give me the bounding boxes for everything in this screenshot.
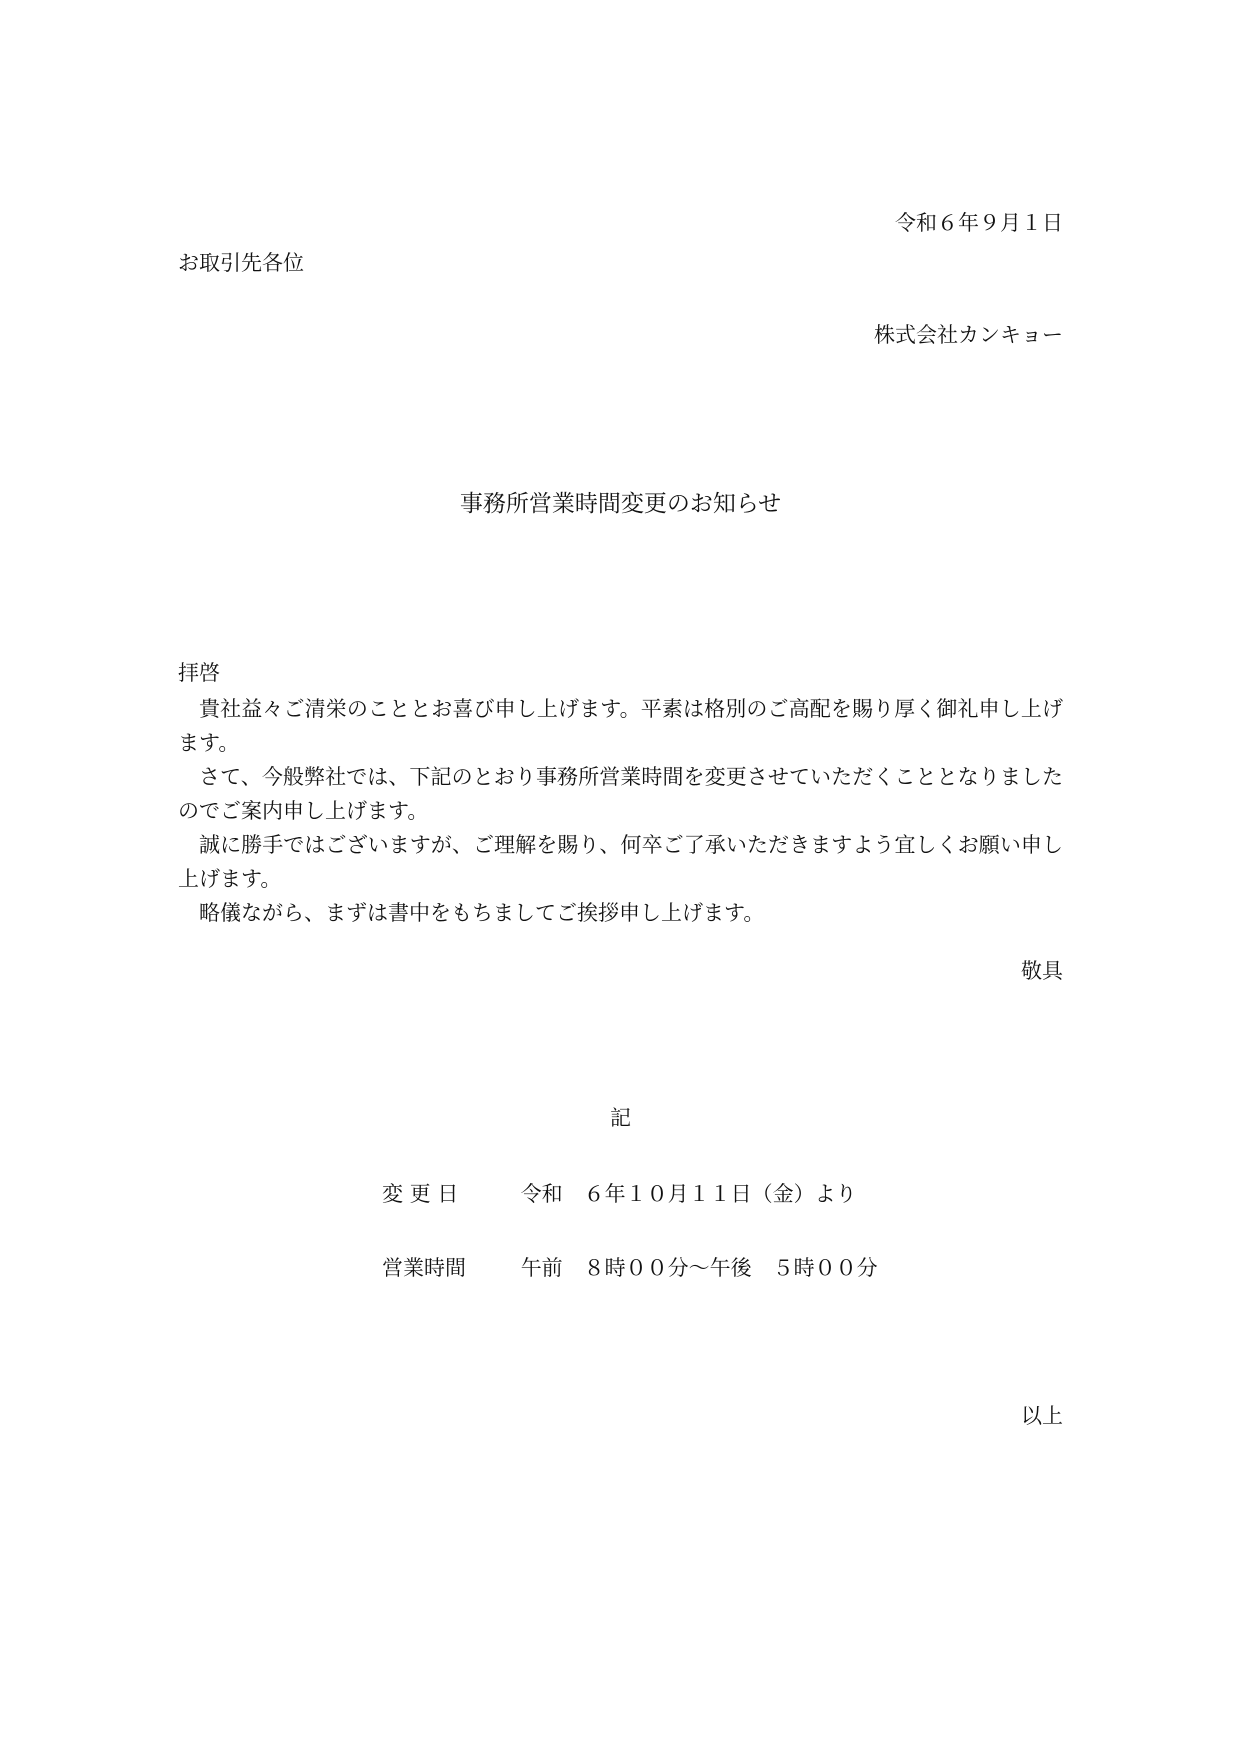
letter-salutation: 拝啓	[178, 661, 220, 685]
letter-closing: 敬具	[1021, 959, 1063, 983]
detail-value: 午前 ８時００分～午後 ５時００分	[520, 1256, 878, 1280]
letter-body	[178, 692, 1063, 930]
letter-end: 以上	[1021, 1404, 1063, 1428]
detail-value: 令和 ６年１０月１１日（金）より	[520, 1182, 857, 1206]
body-paragraph: 略儀ながら、まずは書中をもちましてご挨拶申し上げます。	[199, 901, 765, 925]
letter-title: 事務所営業時間変更のお知らせ	[459, 491, 782, 517]
detail-label: 営業時間	[382, 1256, 466, 1280]
letter-sender: 株式会社カンキョー	[874, 323, 1063, 347]
detail-business-hours	[382, 1253, 878, 1283]
ki-heading: 記	[610, 1106, 631, 1130]
letter-recipient: お取引先各位	[178, 251, 304, 275]
body-paragraph: 貴社益々ご清栄のこととお喜び申し上げます。平素は格別のご高配を賜り厚く御礼申し上げます。	[178, 697, 1063, 755]
body-paragraph: さて、今般弊社では、下記のとおり事務所営業時間を変更させていただくこととなりましたのでご案内申し上げます。	[178, 765, 1063, 823]
letter-date: 令和６年９月１日	[895, 211, 1063, 235]
detail-label: 変 更 日	[382, 1182, 459, 1206]
detail-change-date	[382, 1179, 857, 1209]
body-paragraph: 誠に勝手ではございますが、ご理解を賜り、何卒ご了承いただきますよう宜しくお願い申し上げます。	[178, 833, 1063, 891]
